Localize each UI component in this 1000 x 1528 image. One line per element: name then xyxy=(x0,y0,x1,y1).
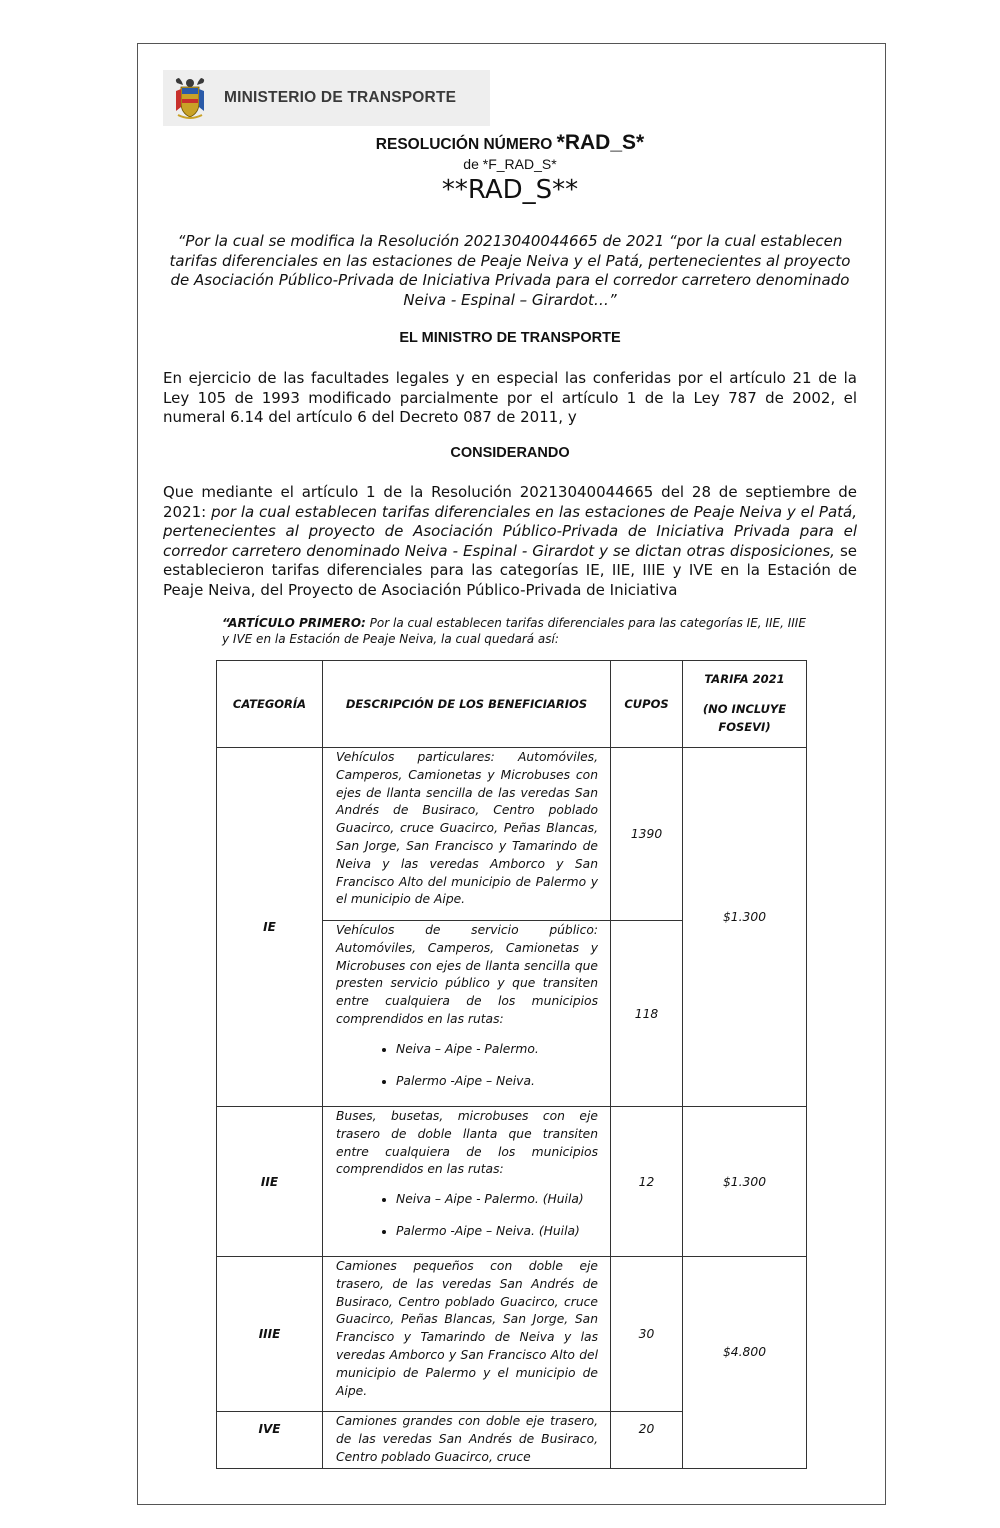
article-text: Por la cual establecen tarifas diferenciales para las categorías IE, IIE, IIIE y IVE en la Estación de Peaje Neiva, la cual quedará así: xyxy=(222,616,806,646)
description-iie-text: Buses, busetas, microbuses con eje trasero de doble llanta que transiten entre cualquiera de los municipios comprendidos en las rutas: xyxy=(336,1109,598,1177)
description-ie-particulares: Vehículos particulares: Automóviles, Camperos, Camionetas y Microbuses con ejes de llanta sencilla de las veredas San Andrés de Busiraco, Centro poblado Guacirco, cruce Guacirco, Peñas Blancas, San Jorge, San Francisco y Tamarindo de Neiva y las veredas Amborco y San Francisco Alto del municipio de Palermo y el municipio de Aipe. xyxy=(323,748,611,921)
category-iiie: IIIE xyxy=(217,1257,323,1412)
category-ie: IE xyxy=(217,748,323,1107)
considerando-text-start: Que mediante el artículo 1 de la Resolución 20213040044665 del 28 de septiembre de 2021: xyxy=(163,483,857,521)
header-tarifa xyxy=(683,661,807,748)
article-intro xyxy=(222,615,812,647)
cupos-ive: 20 xyxy=(611,1412,683,1469)
description-ive: Camiones grandes con doble eje trasero, de las veredas San Andrés de Busiraco, Centro poblado Guacirco, cruce xyxy=(323,1412,611,1469)
ministry-logo xyxy=(163,70,490,126)
table-header-row xyxy=(217,661,807,748)
description-iiie: Camiones pequeños con doble eje trasero, de las veredas San Andrés de Busiraco, Centro poblado Guacirco, cruce Guacirco, Peñas Blancas, San Jorge, San Francisco y Tamarindo de Neiva y las veredas Amborco y San Francisco Alto del municipio de Palermo y el municipio de Aipe. xyxy=(323,1257,611,1412)
list-item: • Palermo -Aipe – Neiva. (Huila) xyxy=(396,1223,598,1241)
resolution-subject: “Por la cual se modifica la Resolución 20213040044665 de 2021 “por la cual establecen tarifas diferenciales en las estaciones de Peaje Neiva y el Patá, pertenecientes al proyecto de Asociación Público-Privada de Iniciativa Privada para el corredor carretero denominado Neiva - Espinal – Girardot…” xyxy=(169,232,851,309)
authority-heading: EL MINISTRO DE TRANSPORTE xyxy=(399,330,621,346)
header-category: CATEGORÍA xyxy=(217,661,323,748)
tarifa-iiie-ive: $4.800 xyxy=(683,1257,807,1469)
description-ie-publico-text: Vehículos de servicio público: Automóviles, Camperos, Camionetas y Microbuses con ejes de llanta sencilla que presten servicio público y que transiten entre cualquiera de los municipios comprendidos en las rutas: xyxy=(336,923,598,1026)
list-item: • Neiva – Aipe - Palermo. (Huila) xyxy=(396,1191,598,1209)
rad-code: **RAD_S** xyxy=(441,175,579,205)
description-ie-publico xyxy=(323,921,611,1107)
cupos-ie-particulares: 1390 xyxy=(611,748,683,921)
article-label: “ARTÍCULO PRIMERO: xyxy=(222,616,366,630)
tariff-table xyxy=(216,660,807,1469)
considerando-paragraph xyxy=(163,483,857,601)
table-row xyxy=(217,1107,807,1257)
cupos-iiie: 30 xyxy=(611,1257,683,1412)
cupos-iie: 12 xyxy=(611,1107,683,1257)
table-row xyxy=(217,1257,807,1412)
list-item: • Palermo -Aipe – Neiva. xyxy=(396,1073,598,1091)
resolution-number: *RAD_S* xyxy=(556,131,645,154)
resolution-date: de *F_RAD_S* xyxy=(463,156,557,172)
category-iie: IIE xyxy=(217,1107,323,1257)
list-item: • Neiva – Aipe - Palermo. xyxy=(396,1041,598,1059)
description-iie xyxy=(323,1107,611,1257)
resolution-title xyxy=(163,131,857,155)
cupos-ie-publico: 118 xyxy=(611,921,683,1107)
header-tarifa-line1: TARIFA 2021 xyxy=(704,672,785,686)
header-cupos: CUPOS xyxy=(611,661,683,748)
category-ive: IVE xyxy=(217,1412,323,1469)
considerando-text-italic: por la cual establecen tarifas diferenciales en las estaciones de Peaje Neiva y el Patá, pertenecientes al proyecto de Asociación Público-Privada de Iniciativa Privada para el corredor carretero denominado Neiva - Espinal - Girardot y se dictan otras disposiciones, xyxy=(163,502,857,560)
resolution-title-prefix: RESOLUCIÓN NÚMERO xyxy=(375,136,553,153)
considerando-heading: CONSIDERANDO xyxy=(450,445,570,461)
tarifa-iie: $1.300 xyxy=(683,1107,807,1257)
preamble-paragraph: En ejercicio de las facultades legales y en especial las conferidas por el artículo 21 de la Ley 105 de 1993 modificado parcialmente por el artículo 1 de la Ley 787 de 2002, el numeral 6.14 del artículo 6 del Decreto 087 de 2011, y xyxy=(163,369,857,427)
table-row xyxy=(217,748,807,921)
header-tarifa-line2: (NO INCLUYE FOSEVI) xyxy=(702,702,787,734)
header-description: DESCRIPCIÓN DE LOS BENEFICIARIOS xyxy=(323,661,611,748)
ministry-logo-text: MINISTERIO DE TRANSPORTE xyxy=(224,89,457,106)
routes-list-iie xyxy=(336,1191,598,1241)
tarifa-ie: $1.300 xyxy=(683,748,807,1107)
routes-list-ie xyxy=(336,1041,598,1091)
coat-of-arms-icon xyxy=(173,77,207,119)
considerando-text-end: se establecieron tarifas diferenciales para las categorías IE, IIE, IIIE y IVE en la Estación de Peaje Neiva, del Proyecto de Asociación Público-Privada de Iniciativa xyxy=(163,541,858,599)
